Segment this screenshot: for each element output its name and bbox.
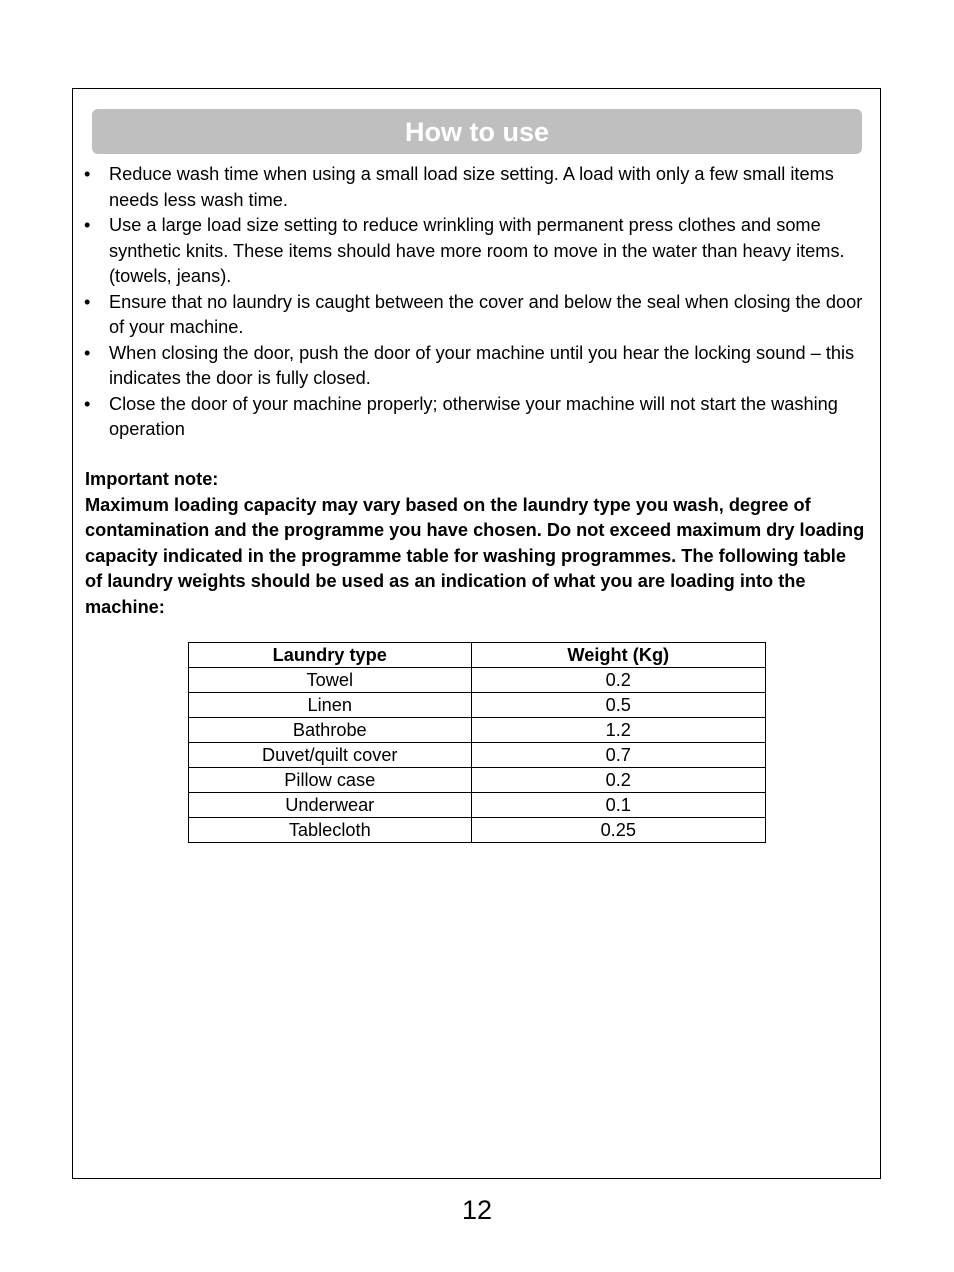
note-body: Maximum loading capacity may vary based on the laundry type you wash, degree of contamination and the programme you have chosen. Do not exceed maximum dry loading capacity indicated in the programme table for washing programmes. The following table of laundry weights should be used as an indication of what you are loading into the machine: — [85, 494, 865, 617]
bullet-icon: • — [84, 164, 91, 184]
bullet-icon: • — [84, 393, 91, 414]
laundry-type-cell: Pillow case — [189, 768, 472, 793]
bullet-icon: • — [84, 291, 91, 312]
laundry-type-cell: Towel — [189, 668, 472, 693]
list-item — [84, 341, 874, 392]
section-title: How to use — [404, 117, 549, 147]
section-title-bar — [92, 109, 862, 154]
laundry-type-cell: Underwear — [189, 793, 472, 818]
table-row — [189, 768, 766, 793]
list-item-text: Close the door of your machine properly; otherwise your machine will not start the washing operation — [109, 393, 838, 439]
table-row — [189, 818, 766, 843]
laundry-type-cell: Linen — [189, 693, 472, 718]
usage-tips-list — [84, 162, 874, 443]
list-item-text: When closing the door, push the door of your machine until you hear the locking sound – this indicates the door is fully closed. — [109, 342, 855, 388]
list-item-text: Use a large load size setting to reduce wrinkling with permanent press clothes and some synthetic knits. These items should have more room to move in the water than heavy items. (towels, jeans). — [109, 215, 845, 286]
weight-cell: 0.25 — [471, 818, 765, 843]
page-number: 12 — [461, 1195, 493, 1225]
laundry-type-cell: Duvet/quilt cover — [189, 743, 472, 768]
list-item — [84, 213, 874, 290]
table-row — [189, 793, 766, 818]
list-item-text: Reduce wash time when using a small load size setting. A load with only a few small items needs less wash time. — [109, 164, 834, 210]
list-item — [84, 290, 874, 341]
table-row — [189, 743, 766, 768]
laundry-weight-table — [188, 642, 766, 843]
weight-cell: 0.7 — [471, 743, 765, 768]
weight-cell: 0.1 — [471, 793, 765, 818]
bullet-icon: • — [84, 215, 91, 235]
laundry-type-cell: Bathrobe — [189, 718, 472, 743]
table-row — [189, 718, 766, 743]
column-header-laundry-type: Laundry type — [189, 643, 472, 668]
list-item — [84, 162, 874, 213]
table-row — [189, 668, 766, 693]
weight-cell: 0.2 — [471, 768, 765, 793]
weight-cell: 0.5 — [471, 693, 765, 718]
weight-cell: 1.2 — [471, 718, 765, 743]
important-note — [85, 467, 865, 620]
list-item — [84, 392, 874, 443]
list-item-text: Ensure that no laundry is caught between the cover and below the seal when closing the door of your machine. — [109, 291, 863, 337]
column-header-weight: Weight (Kg) — [471, 643, 765, 668]
table-row — [189, 693, 766, 718]
laundry-type-cell: Tablecloth — [189, 818, 472, 843]
weight-cell: 0.2 — [471, 668, 765, 693]
bullet-icon: • — [84, 342, 91, 363]
table-header-row — [189, 643, 766, 668]
note-heading: Important note: — [85, 469, 219, 489]
